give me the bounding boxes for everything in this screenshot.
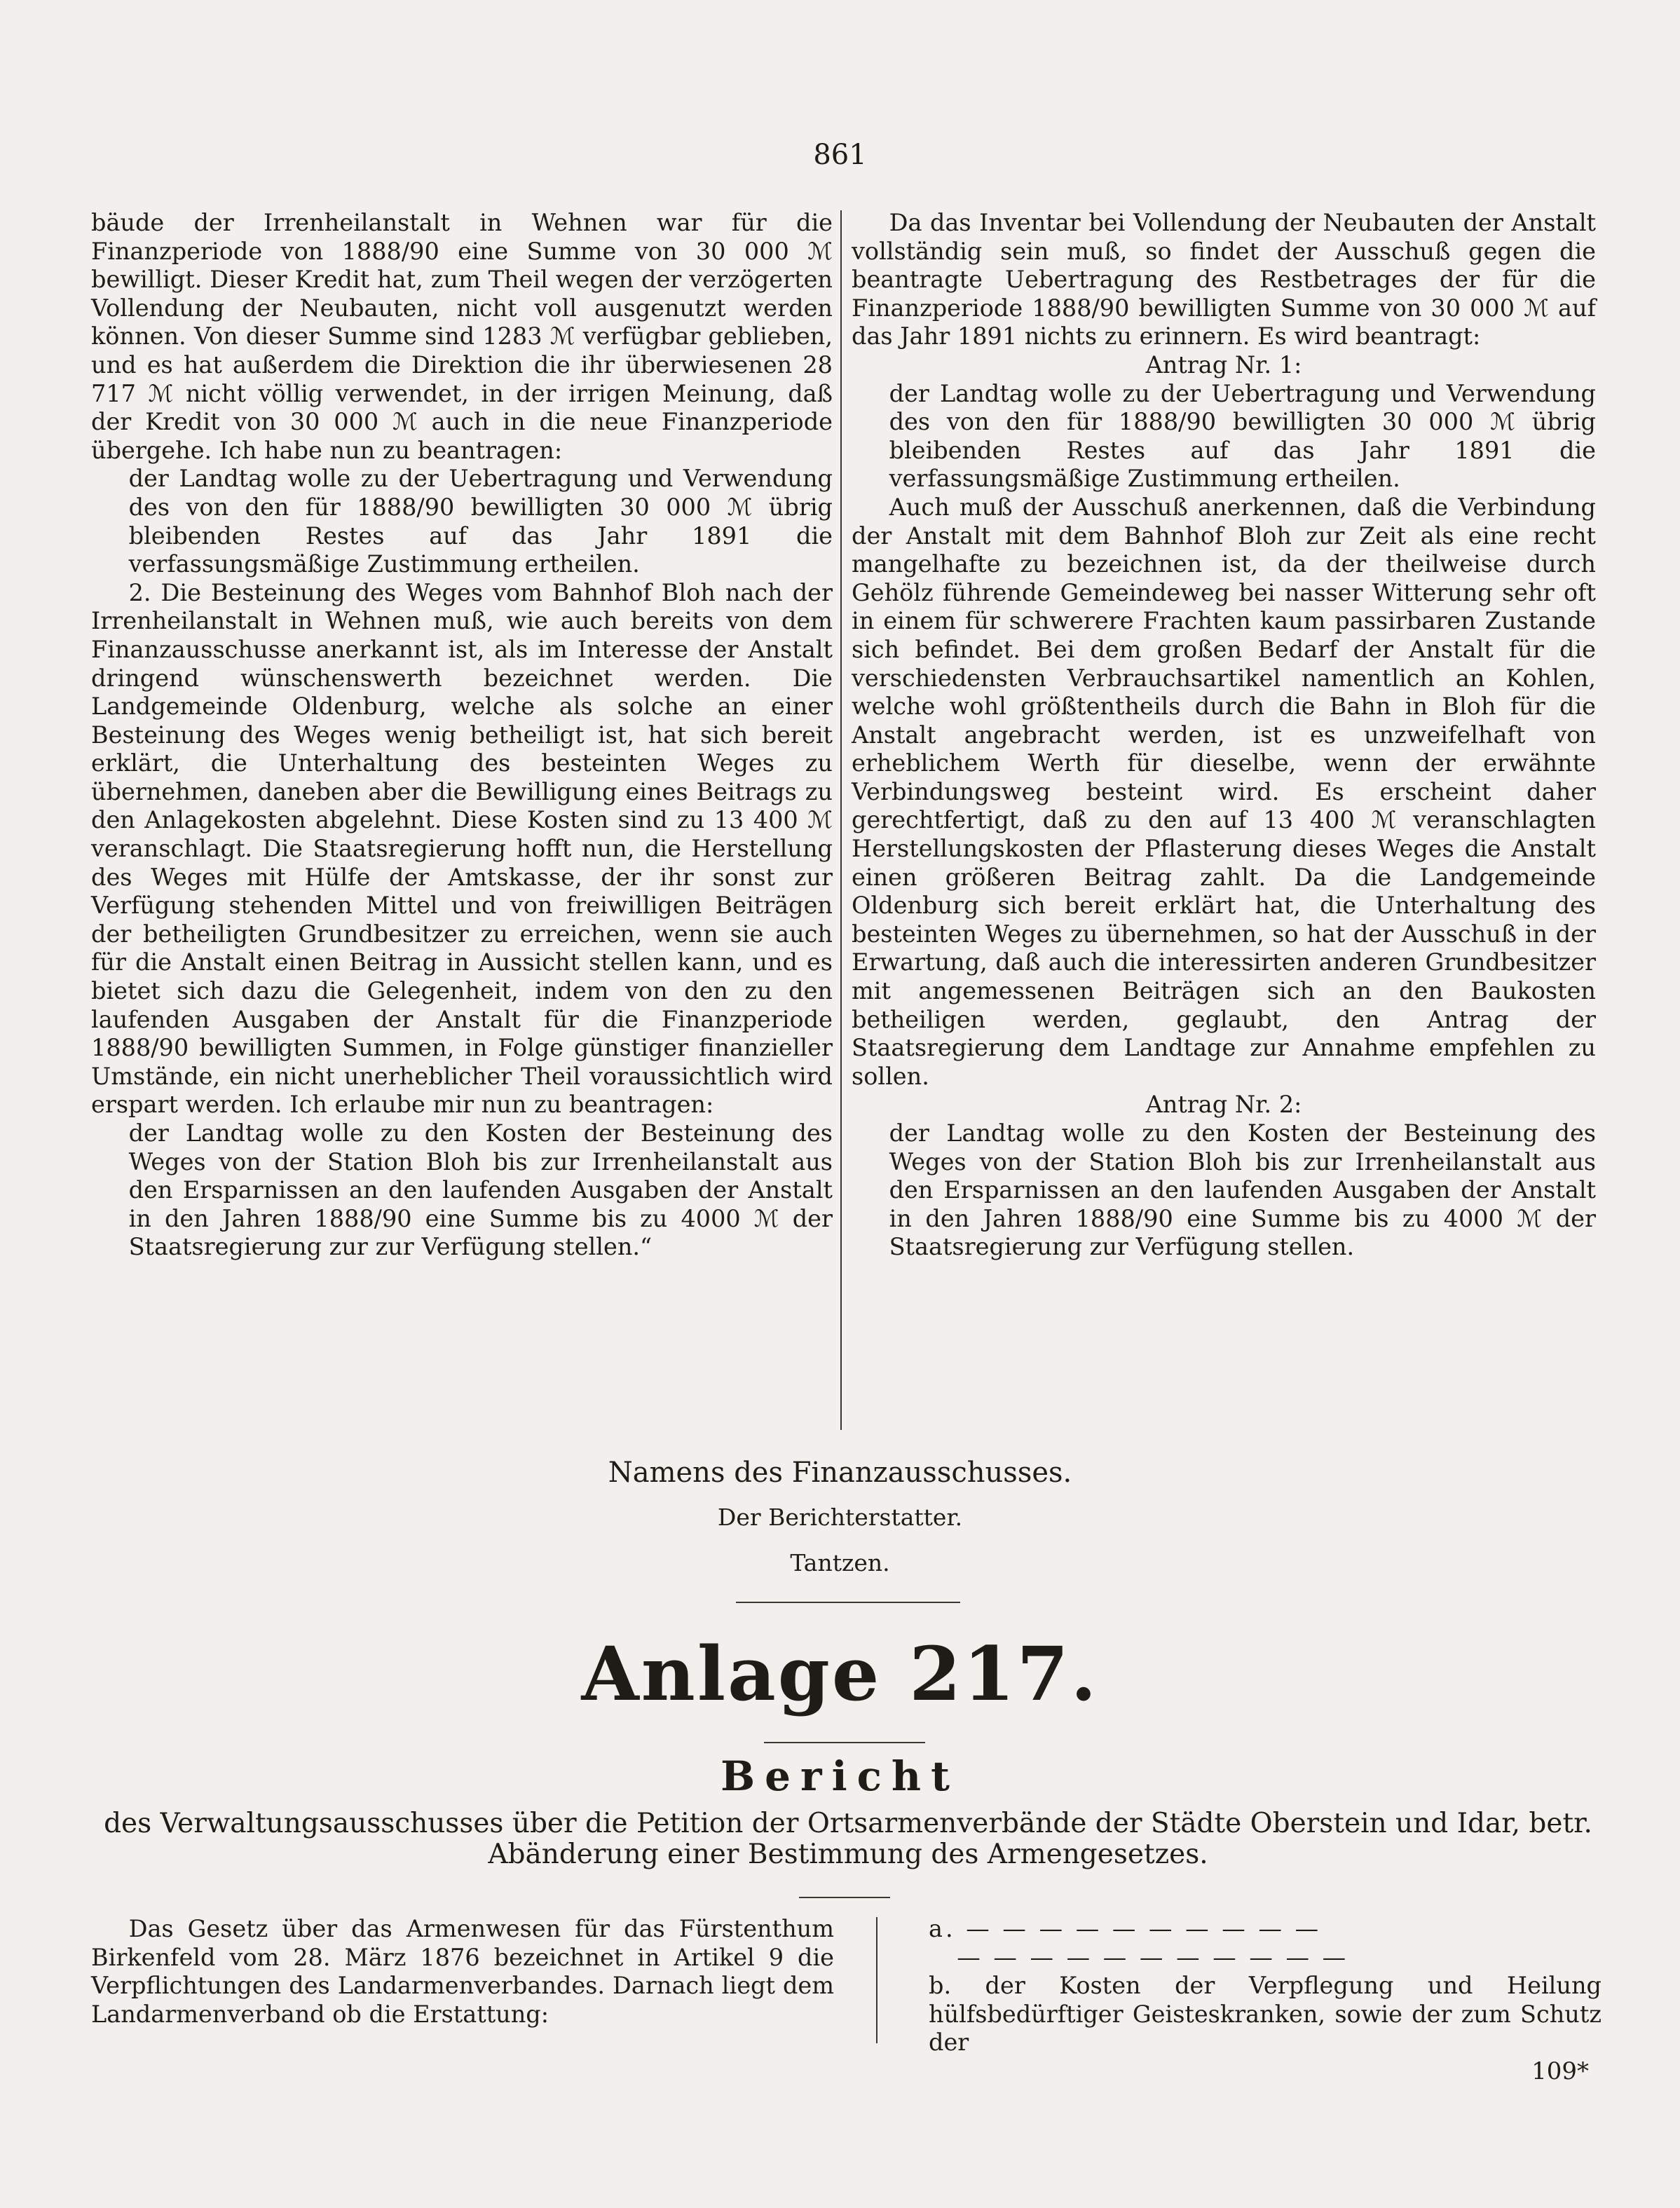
column-divider-bottom: [876, 1917, 877, 2043]
bericht-title: Bericht: [721, 1752, 959, 1800]
item-a: a. — — — — — — — — — —: [929, 1915, 1322, 1942]
column-divider: [840, 210, 842, 1430]
item-b: b. der Kosten der Verpflegung und Heilung hülfsbedürftiger Geisteskranken, sowie der zum Schutz der: [929, 1972, 1602, 2057]
paragraph: Da das Inventar bei Vollendung der Neubauten der Anstalt vollständig sein muß, so findet der Ausschuß gegen die beantragte Uebertragung des Restbetrages der für die Finanzperiode 1888/90 bewilligten Summe von 30 000 ℳ auf das Jahr 1891 nichts zu erinnern. Es wird beantragt:: [852, 209, 1596, 350]
motion-text: der Landtag wolle zu den Kosten der Besteinung des Weges von der Station Bloh bis zur Irrenheilanstalt aus den Ersparnissen an den laufenden Ausgaben der Anstalt in den Jahren 1888/90 eine Summe bis zu 4000 ℳ der Staatsregierung zur zur Verfügung stellen.“: [128, 1119, 833, 1261]
paragraph: 2. Die Besteinung des Weges vom Bahnhof Bloh nach der Irrenheilanstalt in Wehnen muß, wie auch bereits von dem Finanzausschusse anerkannt ist, als im Interesse der Anstalt dringend wünschenswerth bezeichnet werden. Die Landgemeinde Oldenburg, welche als solche an einer Besteinung des Weges wenig betheiligt ist, hat sich bereit erklärt, die Unterhaltung des besteinten Weges zu übernehmen, daneben aber die Bewilligung eines Beitrags zu den Anlagekosten abgelehnt. Diese Kosten sind zu 13 400 ℳ veranschlagt. Die Staatsregierung hofft nun, die Herstellung des Weges mit Hülfe der Amtskasse, der ihr sonst zur Verfügung stehenden Mittel und von freiwilligen Beiträgen der betheiligten Grundbesitzer zu erreichen, wenn sie auch für die Anstalt einen Beitrag in Aussicht stellen kann, und es bietet sich dazu die Gelegenheit, indem von den zu den laufenden Ausgaben der Anstalt für die Finanzperiode 1888/90 bewilligten Summen, in Folge günstiger finanzieller Umstände, ein nicht unerheblicher Theil voraussichtlich wird erspart werden. Ich erlaube mir nun zu beantragen:: [91, 578, 833, 1119]
anlage-title: Anlage 217.: [581, 1630, 1099, 1717]
title-divider: [764, 1742, 925, 1743]
antrag-heading: Antrag Nr. 2:: [1145, 1091, 1302, 1119]
signature-role: Der Berichterstatter.: [717, 1504, 963, 1531]
intro-paragraph: Das Gesetz über das Armenwesen für das Fürstenthum Birkenfeld vom 28. März 1876 bezeichnet in Artikel 9 die Verpflichtungen des Landarmenverbandes. Darnach liegt dem Landarmenverband ob die Erstattung:: [91, 1915, 834, 2028]
right-column-top: [852, 209, 1596, 1262]
antrag-heading: Antrag Nr. 1:: [1145, 350, 1302, 379]
motion-text: der Landtag wolle zu den Kosten der Besteinung des Weges von der Station Bloh bis zur Irrenheilanstalt aus den Ersparnissen an den laufenden Ausgaben der Anstalt in den Jahren 1888/90 eine Summe bis zu 4000 ℳ der Staatsregierung zur Verfügung stellen.: [889, 1119, 1596, 1261]
motion-text: der Landtag wolle zu der Uebertragung und Verwendung des von den für 1888/90 bewilligten 30 000 ℳ übrig bleibenden Restes auf das Jahr 1891 die verfassungsmäßige Zustimmung ertheilen.: [128, 465, 833, 578]
paragraph: bäude der Irrenheilanstalt in Wehnen war für die Finanzperiode von 1888/90 eine Summe von 30 000 ℳ bewilligt. Dieser Kredit hat, zum Theil wegen der verzögerten Vollendung der Neubauten, nicht voll ausgenutzt werden können. Von dieser Summe sind 1283 ℳ verfügbar geblieben, und es hat außerdem die Direktion die ihr überwiesenen 28 717 ℳ nicht völlig verwendet, in der irrigen Meinung, daß der Kredit von 30 000 ℳ auch in die neue Finanzperiode übergehe. Ich habe nun zu beantragen:: [91, 209, 833, 464]
item-a-continuation: — — — — — — — — — — —: [957, 1943, 1349, 1971]
motion-text: der Landtag wolle zu der Uebertragung und Verwendung des von den für 1888/90 bewilligten 30 000 ℳ übrig bleibenden Restes auf das Jahr 1891 die verfassungsmäßige Zustimmung ertheilen.: [889, 379, 1596, 493]
report-subtitle: des Verwaltungsausschusses über die Petition der Ortsarmenverbände der Städte Oberstein und Idar, betr. Abänderung einer Bestimmung des Armengesetzes.: [104, 1808, 1592, 1870]
signature-name: Tantzen.: [790, 1549, 890, 1576]
subtitle-divider: [799, 1897, 890, 1898]
left-column-top: [91, 209, 833, 1262]
page-number: 861: [813, 139, 867, 171]
sheet-signature: 109*: [1531, 2057, 1589, 2085]
section-divider: [736, 1602, 960, 1603]
paragraph: Auch muß der Ausschuß anerkennen, daß die Verbindung der Anstalt mit dem Bahnhof Bloh zur Zeit als eine recht mangelhafte zu bezeichnen ist, da der theilweise durch Gehölz führende Gemeindeweg bei nasser Witterung sehr oft in einem für schwerere Frachten kaum passirbaren Zustande sich befindet. Bei dem großen Bedarf der Anstalt für die verschiedensten Verbrauchsartikel namentlich an Kohlen, welche wohl größtentheils durch die Bahn in Bloh für die Anstalt angebracht werden, ist es unzweifelhaft von erheblichem Werth für dieselbe, wenn der erwähnte Verbindungsweg besteint wird. Es erscheint daher gerechtfertigt, daß zu den auf 13 400 ℳ veranschlagten Herstellungskosten der Pflasterung dieses Weges die Anstalt einen größeren Beitrag zahlt. Da die Landgemeinde Oldenburg sich bereit erklärt hat, die Unterhaltung des besteinten Weges zu übernehmen, so hat der Ausschuß in der Erwartung, daß auch die interessirten anderen Grundbesitzer mit angemessenen Beiträgen sich an den Baukosten betheiligen werden, geglaubt, den Antrag der Staatsregierung dem Landtage zur Annahme empfehlen zu sollen.: [852, 493, 1596, 1090]
left-column-bottom: [91, 1915, 834, 2029]
signature-namens: Namens des Finanzausschusses.: [608, 1457, 1072, 1489]
right-column-bottom: [929, 1915, 1602, 2057]
